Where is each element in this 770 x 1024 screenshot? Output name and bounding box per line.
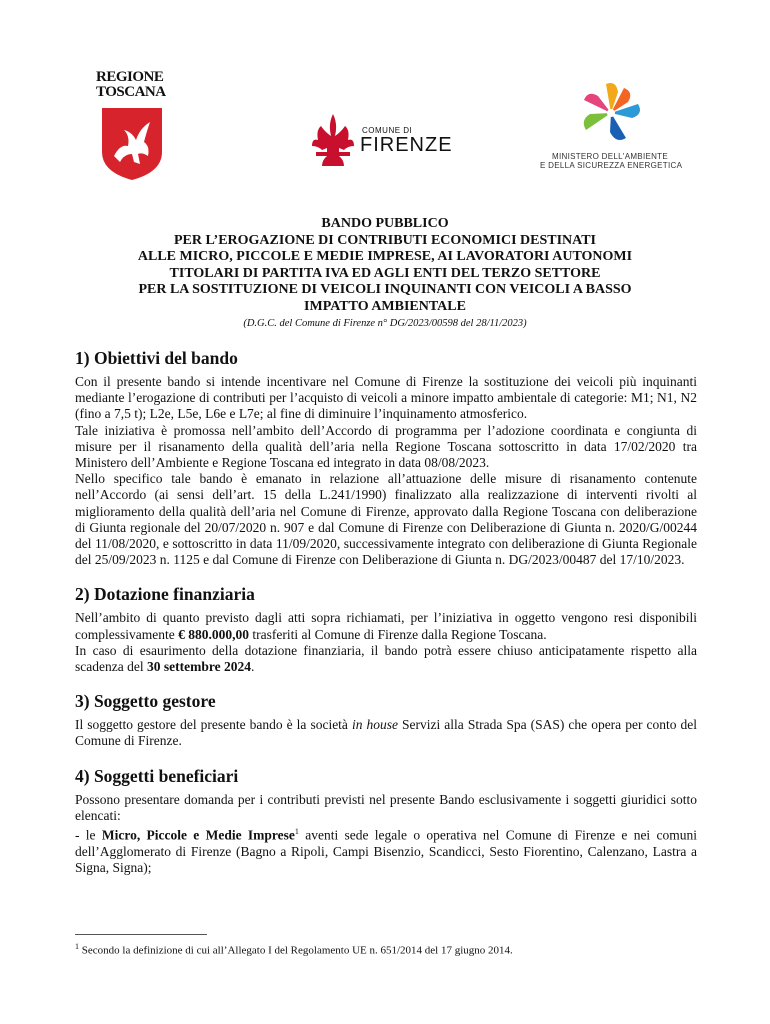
ministero-pinwheel-icon: [576, 78, 646, 148]
paragraph: In caso di esaurimento della dotazione finanziaria, il bando potrà essere chiuso anticipatamente rispetto alla scadenza del 30 settembre 2024.: [75, 642, 697, 675]
section-heading: 3) Soggetto gestore: [75, 691, 216, 712]
section-soggetto-gestore: [75, 691, 697, 749]
paragraph: Tale iniziativa è promossa nell’ambito dell’Accordo di programma per l’adozione coordinata e congiunta di misure per il risanamento della qualità dell’aria nella Regione Toscana sottoscritto in data 17/02/2020 tra Ministero dell’Ambiente e Regione Toscana ed integrato in data 08/08/2023.: [75, 422, 697, 471]
title-line: PER L’EROGAZIONE DI CONTRIBUTI ECONOMICI DESTINATI: [173, 232, 597, 248]
title-line: ALLE MICRO, PICCOLE E MEDIE IMPRESE, AI LAVORATORI AUTONOMI: [137, 249, 633, 265]
pegasus-shield-icon: [100, 106, 164, 182]
title-line: TITOLARI DI PARTITA IVA ED AGLI ENTI DEL TERZO SETTORE: [169, 265, 601, 281]
firenze-lily-icon: [310, 112, 356, 170]
paragraph: - le Micro, Piccole e Medie Imprese$^1$ aventi sede legale o operativa nel Comune di Firenze e nei comuni dell’Agglomerato di Firenze (Bagno a Ripoli, Campi Bisenzio, Scandicci, Sesto Fiorentino, Calenzano, Lastra a Signa, Signa);: [75, 827, 697, 875]
paragraph: Con il presente bando si intende incentivare nel Comune di Firenze la sostituzione dei veicoli più inquinanti mediante l’erogazione di contributi per l’acquisto di veicoli a minore impatto ambientale di categorie: M1; N1, N2 (fino a 7,5 t); L2e, L5e, L6e e L7e; al fine di diminuire l’inquinamento atmosferico.: [75, 374, 697, 422]
title-line: BANDO PUBBLICO: [321, 216, 449, 231]
ministero-wordmark: MINISTERO DELL'AMBIENTE E DELLA SICUREZZA ENERGETICA: [540, 152, 683, 170]
regione-toscana-logo: [96, 70, 176, 187]
footnote-divider: [75, 934, 207, 935]
firenze-wordmark: FIRENZE: [360, 134, 453, 156]
section-heading: 2) Dotazione finanziaria: [75, 584, 255, 605]
header-logos: [0, 70, 770, 180]
comune-di-firenze-logo: [310, 112, 460, 172]
document-title: [70, 216, 700, 329]
title-line: IMPATTO AMBIENTALE: [304, 298, 466, 314]
paragraph: Nello specifico tale bando è emanato in relazione all’attuazione delle misure di risanamento contenute nell’Accordo (ai sensi dell’art. 15 della L.241/1990) finalizzato alla realizzazione di interventi rivolti al miglioramento della qualità dell’aria nel Comune di Firenze, approvato dalla Regione Toscana con deliberazione di Giunta regionale del 20/07/2020 n. 907 e dal Comune di Firenze con Deliberazione di Giunta n. 2020/G/00244 del 11/08/2020, e sottoscritto in data 11/09/2020, successivamente integrato con deliberazione di Giunta Regionale del 25/09/2023 n. 1125 e dal Comune di Firenze con Deliberazione di Giunta n. DG/2023/00487 del 17/10/2023.: [75, 471, 697, 568]
footnote-ref[interactable]: 1: [294, 827, 299, 837]
footnote-number: 1: [75, 942, 79, 951]
ministero-ambiente-logo: [538, 78, 688, 178]
section-heading: 4) Soggetti beneficiari: [75, 765, 239, 786]
paragraph: Nell’ambito di quanto previsto dagli atti sopra richiamati, per l’iniziativa in oggetto vengono resi disponibili complessivamente € 880.000,00 trasferiti al Comune di Firenze dalla Regione Toscana.: [75, 610, 697, 642]
document-subtitle: (D.G.C. del Comune di Firenze n° DG/2023/00598 del 28/11/2023): [243, 317, 527, 329]
section-obiettivi: [75, 348, 697, 568]
comune-di-label: COMUNE DI: [362, 126, 413, 135]
deadline-value: 30 settembre 2024: [146, 659, 251, 675]
section-heading: 1) Obiettivi del bando: [75, 348, 238, 368]
section-soggetti-beneficiari: [75, 766, 697, 877]
title-line: PER LA SOSTITUZIONE DI VEICOLI INQUINANTI CON VEICOLI A BASSO: [138, 282, 632, 298]
paragraph: Possono presentare domanda per i contributi previsti nel presente Bando esclusivamente i soggetti giuridici sotto elencati:: [75, 791, 697, 823]
section-dotazione: [75, 584, 697, 675]
paragraph: Il soggetto gestore del presente bando è la società in house Servizi alla Strada Spa (SAS) che opera per conto del Comune di Firenze.: [75, 717, 697, 749]
amount-value: € 880.000,00: [178, 626, 249, 642]
document-body: [75, 348, 697, 892]
regione-toscana-wordmark: REGIONE TOSCANA: [96, 69, 166, 100]
footnote: $^1$ Secondo la definizione di cui all’Allegato I del Regolamento UE n. 651/2014 del 17 giugno 2014.: [75, 942, 513, 957]
